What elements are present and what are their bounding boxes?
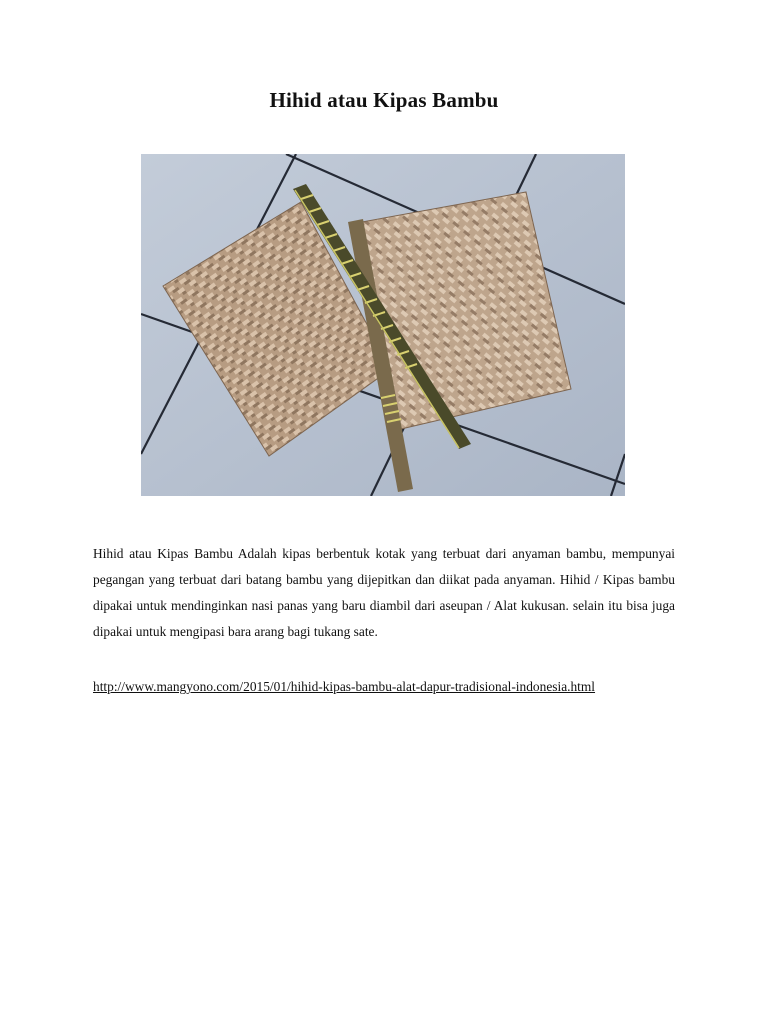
bamboo-fan-photo — [141, 154, 625, 496]
description-paragraph: Hihid atau Kipas Bambu Adalah kipas berbentuk kotak yang terbuat dari anyaman bambu, mempunyai pegangan yang terbuat dari batang bambu yang dijepitkan dan diikat pada anyaman. Hihid / Kipas bambu dipakai untuk mendinginkan nasi panas yang baru diambil dari aseupan / Alat kukusan. selain itu bisa juga dipakai untuk mengipasi bara arang bagi tukang sate. — [93, 546, 675, 640]
document-title: Hihid atau Kipas Bambu — [269, 88, 499, 112]
source-link[interactable]: http://www.mangyono.com/2015/01/hihid-kipas-bambu-alat-dapur-tradisional-indonesia.html — [93, 679, 596, 694]
